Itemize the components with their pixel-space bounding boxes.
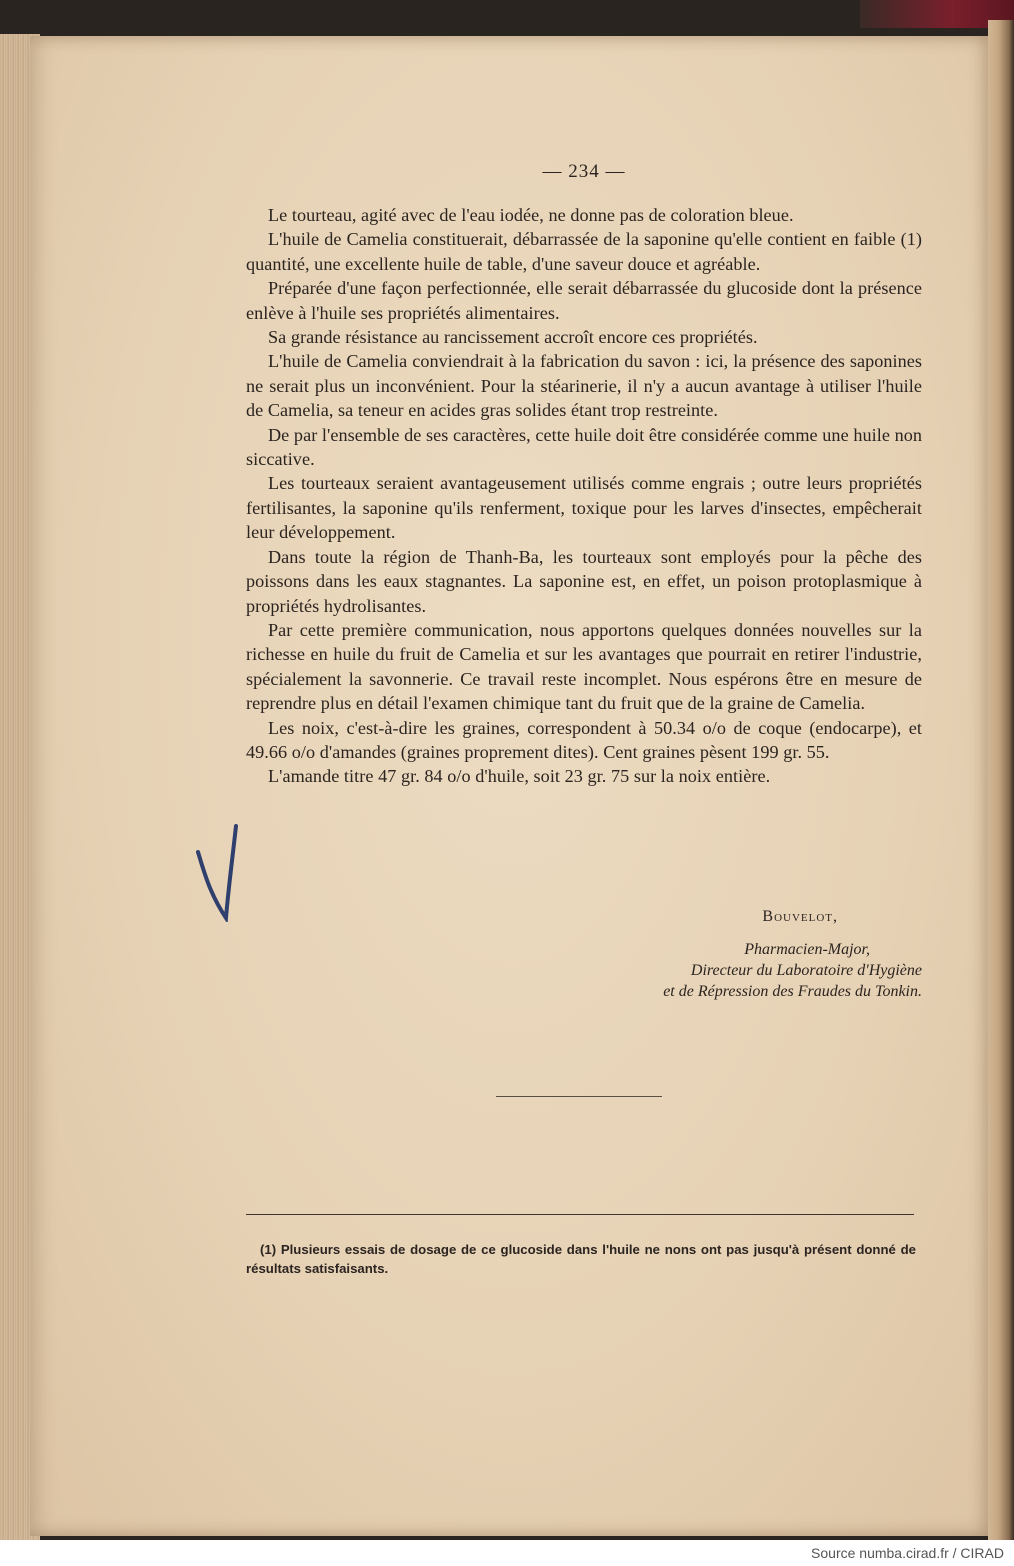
footnote: (1) Plusieurs essais de dosage de ce glucoside dans l'huile ne nons ont pas jusqu'à présent donné de résultats satisfaisants. bbox=[246, 1242, 916, 1276]
page-number: — 234 — bbox=[542, 161, 626, 182]
paragraph: Les tourteaux seraient avantageusement utilisés comme engrais ; outre leurs propriétés fertilisantes, la saponine qu'ils renferment, toxique pour les larves d'insectes, empêcherait leur développement. bbox=[246, 473, 922, 543]
paragraph: Les noix, c'est-à-dire les graines, correspondent à 50.34 o/o de coque (endocarpe), et 49.66 o/o d'amandes (graines proprement dites). Cent graines pèsent 199 gr. 55. bbox=[246, 717, 922, 762]
paragraph: L'huile de Camelia constituerait, débarrassée de la saponine qu'elle contient en faible (1) quantité, une excellente huile de table, d'une saveur douce et agréable. bbox=[246, 229, 922, 274]
paragraph: Préparée d'une façon perfectionnée, elle serait débarrassée du glucoside dont la présence enlève à l'huile ses propriétés alimentaires. bbox=[246, 278, 922, 323]
section-separator bbox=[496, 1096, 662, 1097]
paragraph: Dans toute la région de Thanh-Ba, les tourteaux sont employés pour la pêche des poissons dans les eaux stagnantes. La saponine est, en effet, un poison protoplasmique à propriétés hydrolisantes. bbox=[246, 546, 922, 616]
signature-block bbox=[446, 906, 922, 1002]
page-stack-right bbox=[988, 20, 1014, 1540]
paragraph: Sa grande résistance au rancissement accroît encore ces propriétés. bbox=[268, 327, 758, 348]
paragraph: Par cette première communication, nous apportons quelques données nouvelles sur la richesse en huile du fruit de Camelia et sur les avantages que pourrait en retirer l'industrie, spécialement la savonnerie. Ce travail reste incomplet. Nous espérons être en mesure de reprendre plus en détail l'examen chimique tant du fruit que de la graine de Camelia. bbox=[246, 619, 922, 714]
paragraph: De par l'ensemble de ses caractères, cette huile doit être considérée comme une huile non siccative. bbox=[246, 424, 922, 470]
body-text bbox=[246, 203, 922, 789]
paragraph: Le tourteau, agité avec de l'eau iodée, ne donne pas de coloration bleue. bbox=[268, 205, 794, 225]
author-affiliation-line: et de Répression des Fraudes du Tonkin. bbox=[663, 983, 922, 1000]
footnote-rule bbox=[246, 1214, 914, 1215]
author-name: Bouvelot, bbox=[762, 908, 838, 925]
author-title: Pharmacien-Major, bbox=[744, 941, 870, 958]
paragraph: L'amande titre 47 gr. 84 o/o d'huile, soit 23 gr. 75 sur la noix entière. bbox=[268, 766, 771, 787]
author-affiliation-line: Directeur du Laboratoire d'Hygiène bbox=[690, 962, 922, 979]
paragraph: L'huile de Camelia conviendrait à la fabrication du savon : ici, la présence des saponines ne serait plus un inconvénient. Pour la stéarinerie, il n'y a aucun avantage à utiliser l'huile de Camelia, sa teneur en acides gras solides étant trop restreinte. bbox=[246, 351, 922, 421]
handwritten-checkmark-icon bbox=[190, 822, 240, 922]
source-credit: Source numba.cirad.fr / CIRAD bbox=[811, 1545, 1004, 1561]
